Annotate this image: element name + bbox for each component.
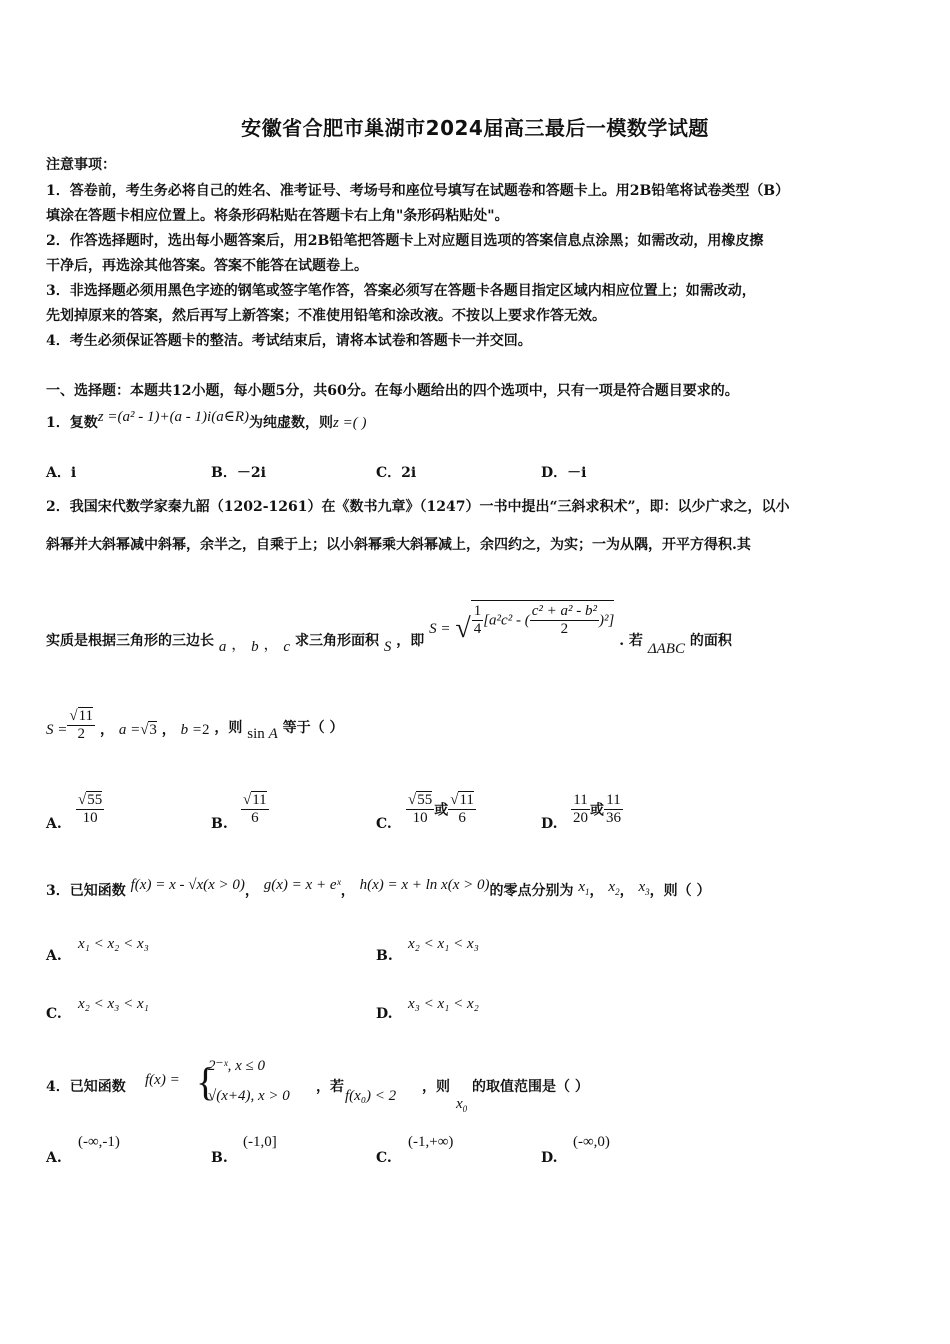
question-1: 1．复数z =(a² - 1)+(a - 1)i(a∈R)为纯虚数，则z =( ) — [46, 409, 367, 431]
q4-tail: 的取值范围是（ ） — [472, 1079, 589, 1095]
q2-option-b[interactable]: B. — [211, 816, 228, 832]
q4-option-b-value: (-1,0] — [243, 1134, 277, 1150]
q2-option-c[interactable]: C. — [376, 816, 392, 832]
q2-line-2: 斜幂并大斜幂减中斜幂，余半之，自乘于上；以小斜幂乘大斜幂减上，余四约之，为实；一为从隅，开平方得积.其 — [46, 537, 751, 553]
q1-option-b[interactable]: B．－2i — [211, 465, 266, 481]
q4-option-c-value: (-1,+∞) — [408, 1134, 454, 1150]
q4-brace: { — [196, 1059, 216, 1104]
q1-option-c[interactable]: C．2i — [376, 465, 417, 481]
q2-option-d[interactable]: D. — [541, 816, 558, 832]
q2-option-a[interactable]: A. — [46, 816, 62, 832]
q3-option-d[interactable]: D. — [376, 1006, 393, 1022]
q4-option-d[interactable]: D. — [541, 1150, 558, 1166]
q4-option-b[interactable]: B. — [211, 1150, 228, 1166]
q4-variable: $x_0$ — [456, 1096, 468, 1114]
q2-line-1: 2．我国宋代数学家秦九韶（1202-1261）在《数书九章》（1247）一书中提出“三斜求积术”，即：以少广求之，以小 — [46, 499, 790, 515]
q4-mid-2: ，则 — [422, 1079, 450, 1095]
q4-option-a-value: (-∞,-1) — [78, 1134, 120, 1150]
notice-line: 1．答卷前，考生务必将自己的姓名、准考证号、考场号和座位号填写在试题卷和答题卡上。用2B铅笔将试卷类型（B） — [46, 183, 790, 199]
notice-line: 2．作答选择题时，选出每小题答案后，用2B铅笔把答题卡上对应题目选项的答案信息点涂黑；如需改动，用橡皮擦 — [46, 233, 764, 249]
q4-case-1: 2⁻ˣ, x ≤ 0 — [208, 1058, 266, 1074]
question-4-prefix: 4．已知函数 — [46, 1079, 126, 1095]
q2-option-b-value: $\frac{√11}{6}$ — [243, 792, 267, 826]
q4-function: f(x) = — [145, 1072, 180, 1088]
q3-option-d-value: x₃ < x₁ < x₂ — [408, 996, 479, 1012]
q4-option-a[interactable]: A. — [46, 1150, 62, 1166]
q3-option-b-value: x₂ < x₁ < x₃ — [408, 936, 479, 952]
page-title: 安徽省合肥市巢湖市2024届高三最后一模数学试题 — [241, 116, 709, 140]
notice-line: 3．非选择题必须用黑色字迹的钢笔或签字笔作答，答案必须写在答题卡各题目指定区域内相应位置上；如需改动， — [46, 283, 756, 299]
q2-option-a-value: $\frac{√55}{10}$ — [78, 792, 103, 826]
q4-mid: ，若 — [316, 1079, 344, 1095]
notice-line: 4．考生必须保证答题卡的整洁。考试结束后，请将本试卷和答题卡一并交回。 — [46, 333, 532, 349]
notice-line: 干净后，再选涂其他答案。答案不能答在试题卷上。 — [46, 258, 368, 274]
q3-option-c[interactable]: C. — [46, 1006, 62, 1022]
q2-line-3: 实质是根据三角形的三边长 a ， b ， c 求三角形面积 S ，即 S = √ $\frac{1}{4}$ [a²c² - ( $\frac{\text{c² + a² - b²}}{2}$ )²] . 若 ΔABC 的面积 — [46, 596, 732, 646]
q3-option-c-value: x₂ < x₃ < x₁ — [78, 996, 149, 1012]
heron-formula: S = — [429, 620, 451, 637]
q4-condition: f(x₀) < 2 — [345, 1088, 397, 1104]
q4-case-2: √(x+4), x > 0 — [208, 1088, 290, 1104]
q1-option-d[interactable]: D．－i — [541, 465, 587, 481]
question-3: 3．已知函数 f(x) = x - √x(x > 0)， g(x) = x + eˣ， h(x) = x + ln x(x > 0)的零点分别为 $x_1$， $x_2$， $x_3$，则（ ） — [46, 877, 711, 899]
q1-option-a[interactable]: A．i — [46, 465, 77, 481]
q3-option-a[interactable]: A. — [46, 948, 62, 964]
notice-line: 填涂在答题卡相应位置上。将条形码粘贴在答题卡右上角"条形码粘贴处"。 — [46, 208, 509, 224]
q4-option-c[interactable]: C. — [376, 1150, 392, 1166]
q3-option-b[interactable]: B. — [376, 948, 393, 964]
notice-line: 先划掉原来的答案，然后再写上新答案；不准使用铅笔和涂改液。不按以上要求作答无效。 — [46, 308, 606, 324]
section-heading: 一、选择题：本题共12小题，每小题5分，共60分。在每小题给出的四个选项中，只有一项是符合题目要求的。 — [46, 383, 739, 399]
q2-line-4: S = $\frac{√11}{2}$ ， a =√3 ， b =2 ，则 sin A 等于（ ） — [46, 708, 344, 742]
q1-formula: z =(a² - 1)+(a - 1)i(a∈R) — [97, 409, 249, 425]
q2-option-c-value: $\frac{√55}{10}$ 或 $\frac{√11}{6}$ — [408, 792, 474, 826]
q2-option-d-value: $\frac{11}{20}$ 或 $\frac{11}{36}$ — [573, 792, 621, 826]
q4-option-d-value: (-∞,0) — [573, 1134, 610, 1150]
q3-option-a-value: x₁ < x₂ < x₃ — [78, 936, 149, 952]
notice-heading: 注意事项： — [46, 157, 116, 173]
